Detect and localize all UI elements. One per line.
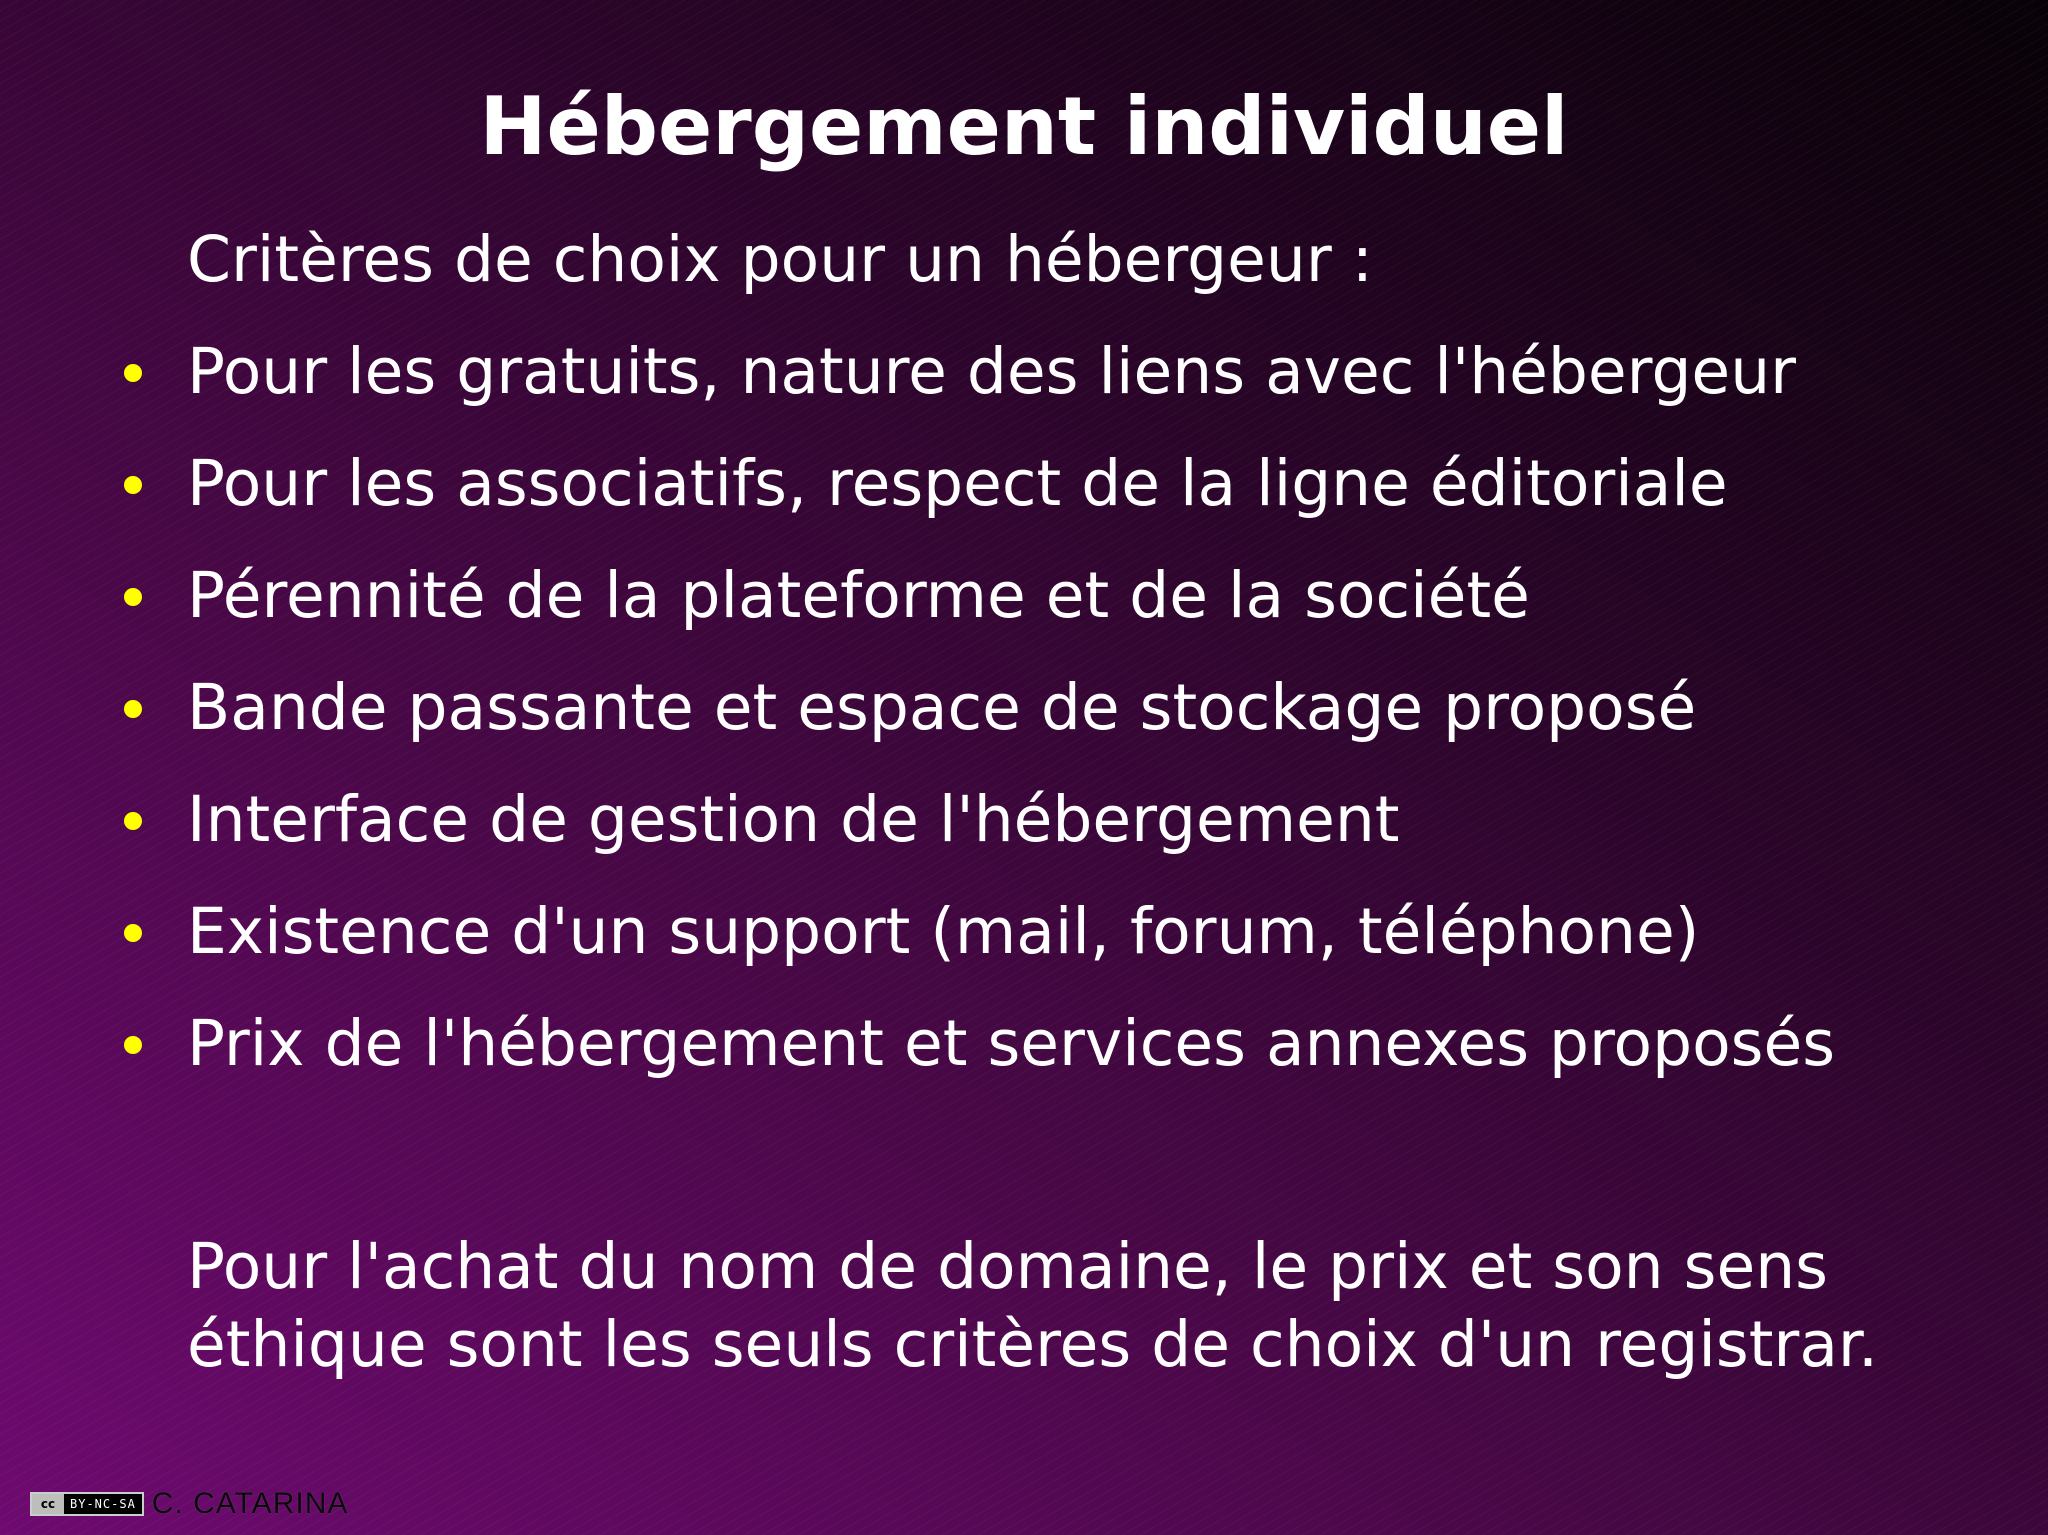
closing-line-2: éthique sont les seuls critères de choix d'un registrar. bbox=[187, 1308, 1879, 1381]
bullet-dot-icon bbox=[124, 476, 142, 494]
footer bbox=[30, 1489, 348, 1519]
bullet-dot-icon bbox=[124, 1036, 142, 1054]
list-item-text: Interface de gestion de l'hébergement bbox=[187, 783, 1400, 856]
list-item-text: Prix de l'hébergement et services annexes proposés bbox=[187, 1007, 1836, 1080]
author-name: C. CATARINA bbox=[151, 1487, 349, 1520]
list-item-text: Pérennité de la plateforme et de la société bbox=[187, 559, 1530, 632]
list-item-text: Existence d'un support (mail, forum, téléphone) bbox=[187, 895, 1700, 968]
bullet-dot-icon bbox=[124, 924, 142, 942]
closing-paragraph bbox=[187, 1228, 1878, 1384]
list-item-text: Pour les gratuits, nature des liens avec l'hébergeur bbox=[187, 335, 1797, 408]
license-label: BY-NC-SA bbox=[70, 1497, 136, 1511]
list-item-text: Bande passante et espace de stockage proposé bbox=[187, 671, 1697, 744]
closing-line-1: Pour l'achat du nom de domaine, le prix et son sens bbox=[187, 1230, 1828, 1303]
cc-license-badge bbox=[30, 1492, 144, 1516]
bullet-dot-icon bbox=[124, 364, 142, 382]
list-item-text: Pour les associatifs, respect de la ligne éditoriale bbox=[187, 447, 1728, 520]
creative-commons-icon: cc bbox=[32, 1494, 64, 1514]
bullet-dot-icon bbox=[124, 700, 142, 718]
slide-title: Hébergement individuel bbox=[479, 80, 1569, 173]
intro-text: Critères de choix pour un hébergeur : bbox=[187, 223, 1374, 296]
bullet-dot-icon bbox=[124, 812, 142, 830]
bullet-dot-icon bbox=[124, 588, 142, 606]
